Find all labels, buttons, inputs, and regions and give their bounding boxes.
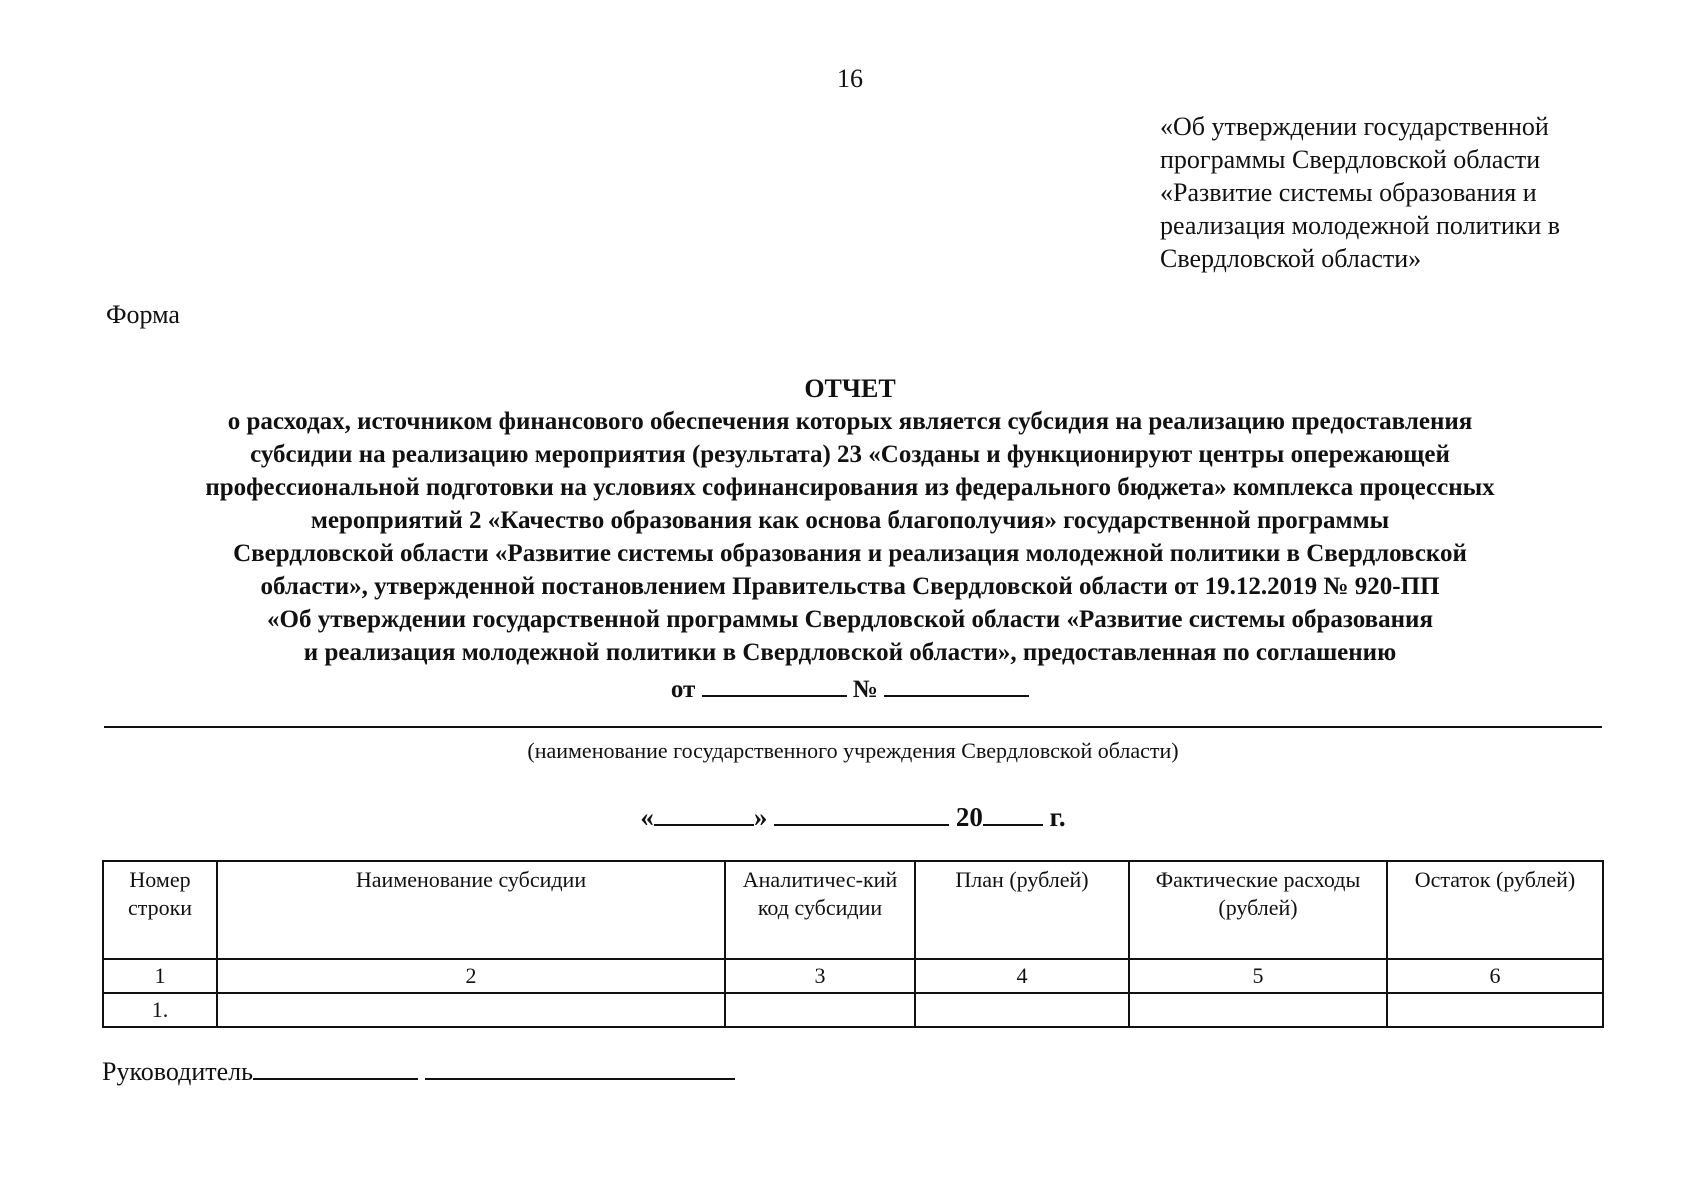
agreement-number-label: № (852, 676, 878, 703)
actual-expenses-cell[interactable] (1129, 993, 1387, 1027)
agreement-line (100, 669, 1600, 706)
analytic-code-cell[interactable] (725, 993, 915, 1027)
header-subsidy-name: Наименование субсидии (217, 861, 725, 959)
signature-label: Руководитель (102, 1057, 253, 1086)
signature-name-blank[interactable] (425, 1054, 735, 1080)
approval-reference (1160, 110, 1660, 275)
organization-caption: (наименование государственного учреждения Свердловской области) (527, 738, 1179, 763)
column-number: 6 (1387, 959, 1603, 993)
header-actual-expenses: Фактические расходы (рублей) (1129, 861, 1387, 959)
agreement-from-label: от (670, 676, 696, 703)
report-title: ОТЧЕТ (804, 374, 896, 403)
approval-reference-line: программы Свердловской области (1160, 145, 1541, 174)
header-row-number: Номер строки (103, 861, 217, 959)
page-number: 16 (837, 64, 863, 93)
report-subtitle-line: «Об утверждении государственной программы Свердловской области «Развитие системы образования (267, 606, 1433, 633)
header-balance: Остаток (рублей) (1387, 861, 1603, 959)
header-plan: План (рублей) (915, 861, 1129, 959)
date-close-quote: » (753, 802, 768, 832)
table-header-row (103, 861, 1603, 959)
column-number: 1 (103, 959, 217, 993)
report-subtitle-line: и реализация молодежной политики в Свердловской области», предоставленная по соглашению (303, 639, 1397, 666)
header-analytic-code: Аналитичес-кий код субсидии (725, 861, 915, 959)
column-number: 5 (1129, 959, 1387, 993)
subsidy-name-cell[interactable] (217, 993, 725, 1027)
plan-cell[interactable] (915, 993, 1129, 1027)
approval-reference-line: «Развитие системы образования и (1160, 178, 1537, 207)
day-blank[interactable] (654, 800, 754, 826)
approval-reference-line: реализация молодежной политики в (1160, 211, 1561, 240)
report-subtitle-line: о расходах, источником финансового обеспечения которых является субсидия на реализацию предоставления (227, 408, 1473, 435)
month-blank[interactable] (774, 800, 949, 826)
date-open-quote: « (640, 802, 654, 832)
column-number: 2 (217, 959, 725, 993)
column-number: 4 (915, 959, 1129, 993)
report-table (102, 860, 1604, 1028)
approval-reference-line: Свердловской области» (1160, 244, 1422, 273)
organization-name-line[interactable] (104, 726, 1602, 728)
form-label: Форма (106, 300, 180, 329)
table-row (103, 993, 1603, 1027)
column-number-row (103, 959, 1603, 993)
signature-blank[interactable] (253, 1054, 418, 1080)
row-number-cell: 1. (103, 993, 217, 1027)
column-number: 3 (725, 959, 915, 993)
approval-reference-line: «Об утверждении государственной (1160, 112, 1549, 141)
year-prefix: 20 (955, 802, 983, 832)
year-blank[interactable] (983, 800, 1043, 826)
year-suffix: г. (1049, 802, 1066, 832)
report-subtitle-line: субсидии на реализацию мероприятия (результата) 23 «Созданы и функционируют центры опережающей (250, 441, 1450, 468)
report-subtitle-line: профессиональной подготовки на условиях софинансирования из федерального бюджета» комплекса процессных (205, 474, 1495, 501)
report-subtitle-line: области», утвержденной постановлением Правительства Свердловской области от 19.12.2019 № 920-ПП (260, 573, 1440, 600)
report-title-block (100, 372, 1600, 706)
report-subtitle-line: Свердловской области «Развитие системы образования и реализация молодежной политики в Свердловской (233, 540, 1467, 567)
report-date-line (104, 800, 1602, 833)
agreement-date-blank[interactable] (702, 669, 847, 697)
agreement-number-blank[interactable] (884, 669, 1029, 697)
signature-line (102, 1054, 735, 1087)
balance-cell[interactable] (1387, 993, 1603, 1027)
report-subtitle-line: мероприятий 2 «Качество образования как основа благополучия» государственной программы (310, 507, 1390, 534)
